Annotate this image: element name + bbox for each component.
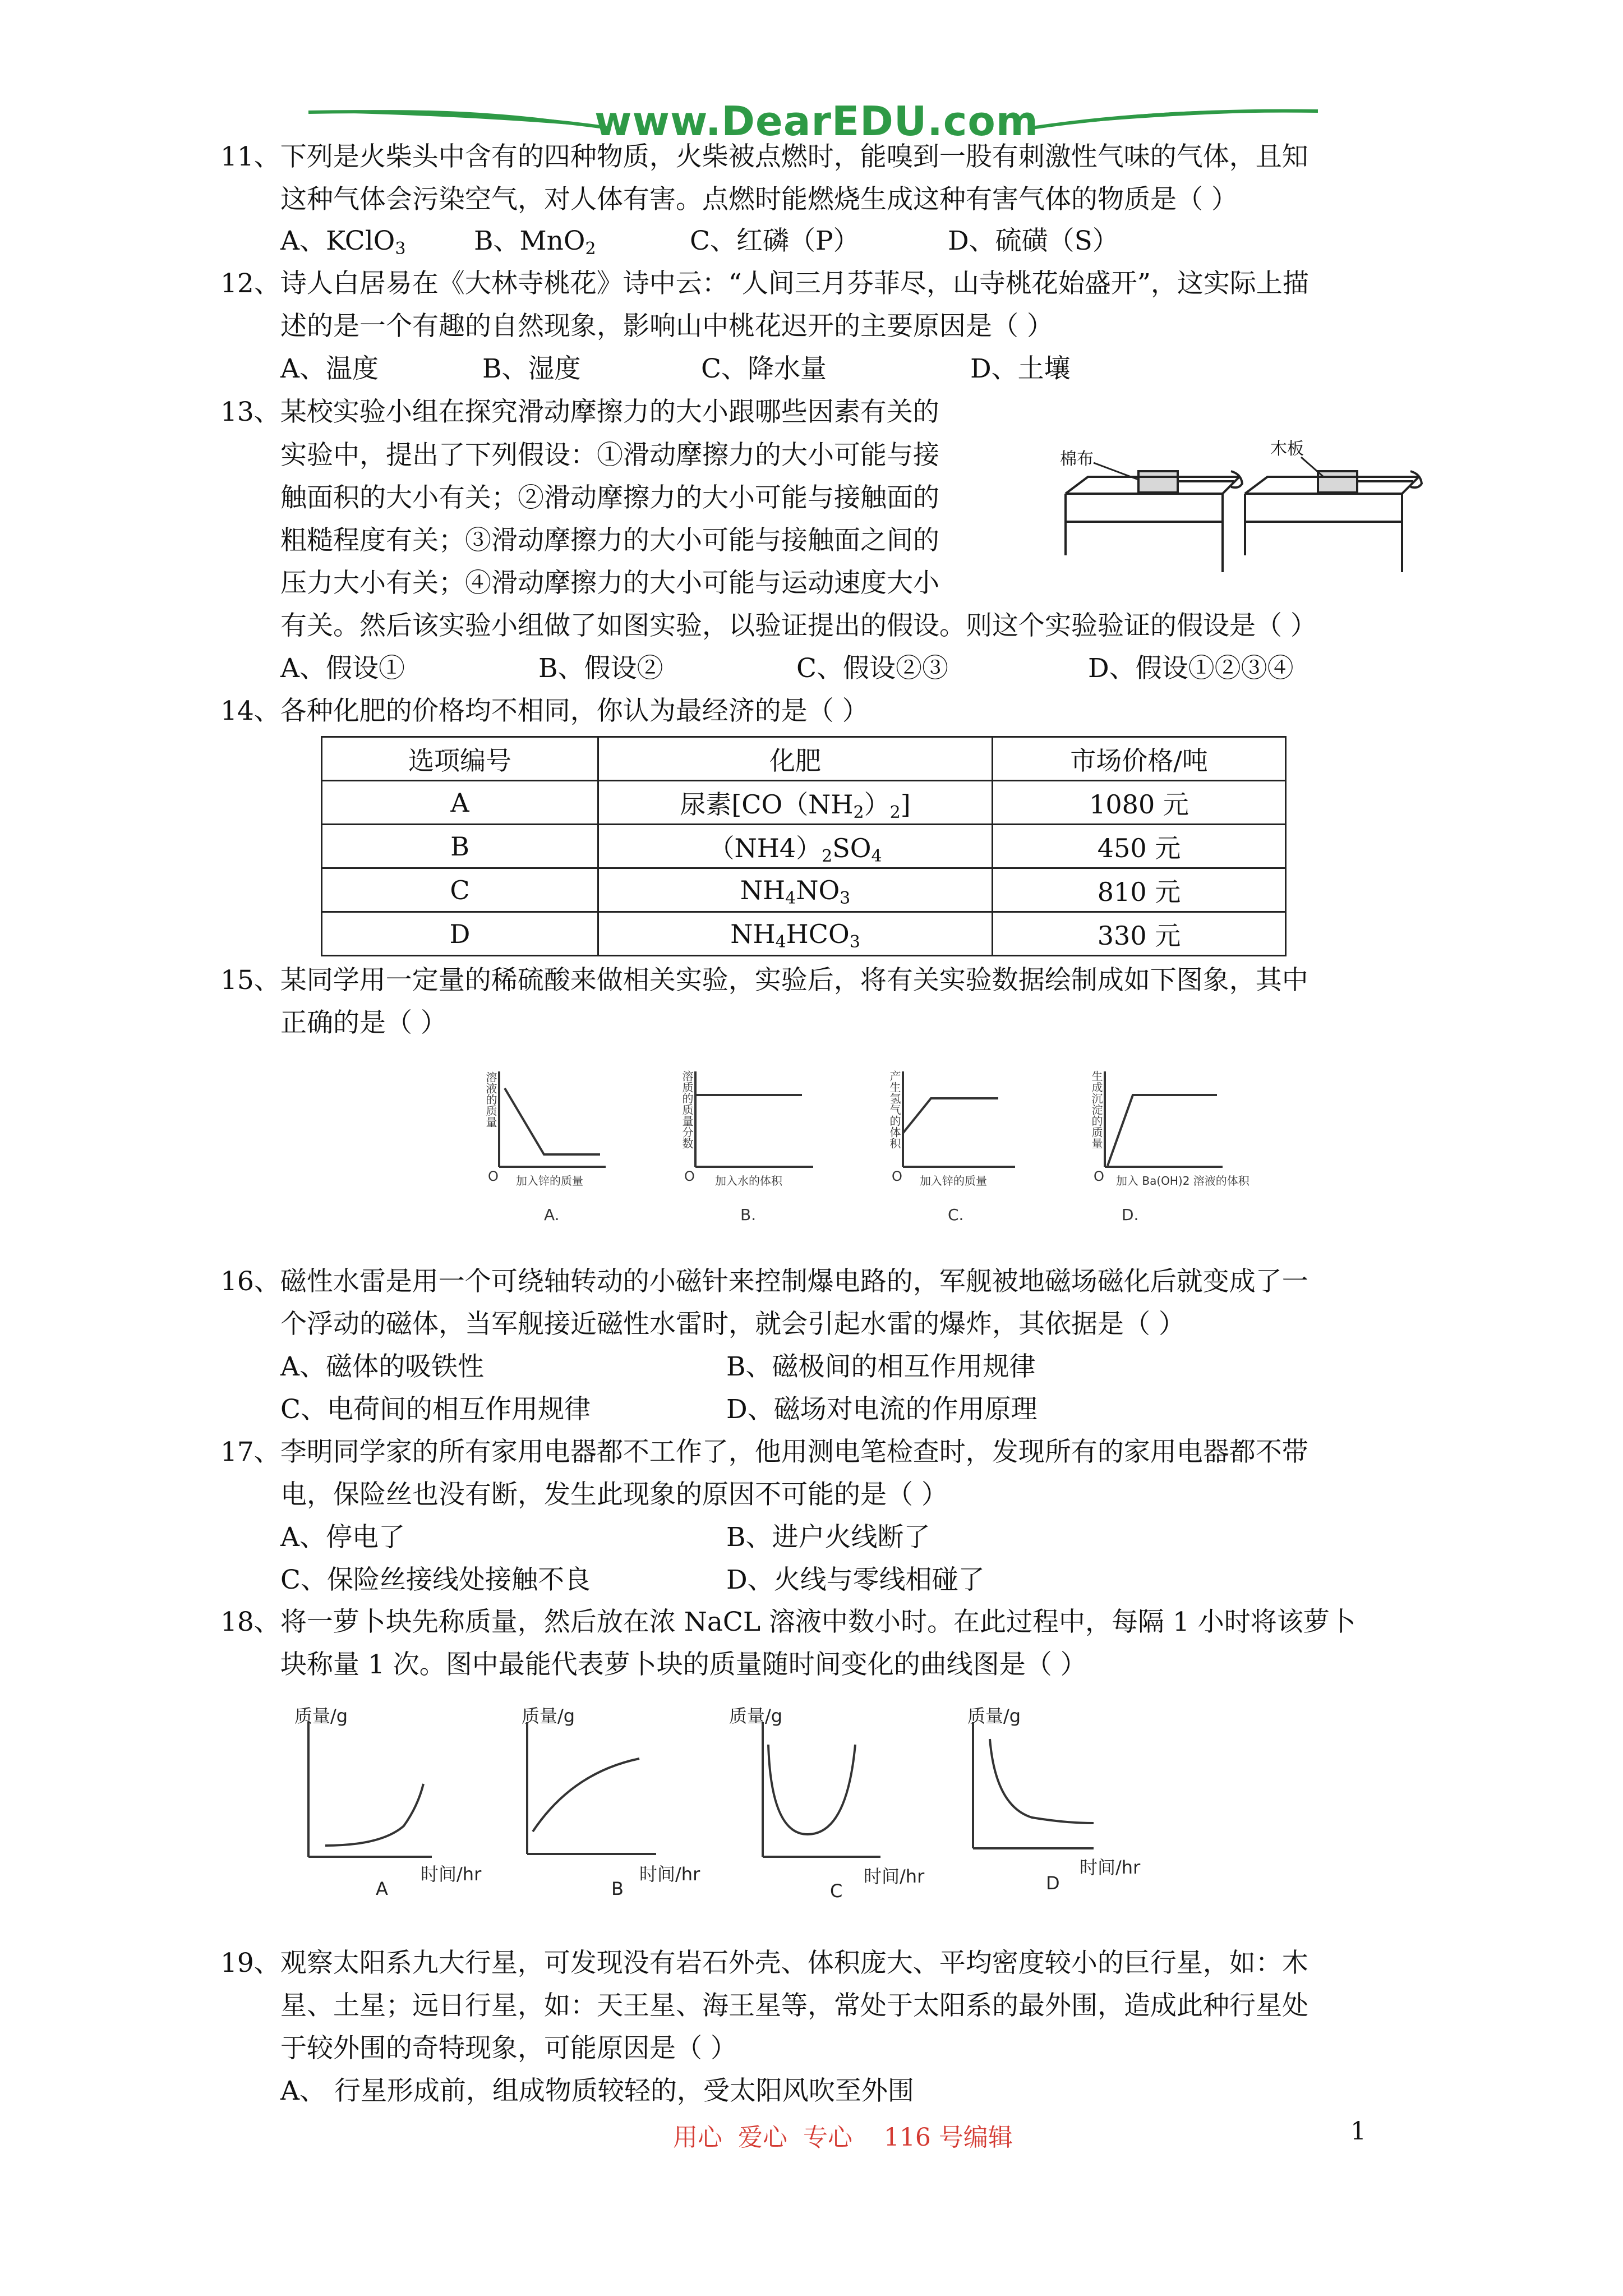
q18-graph-d-xlabel: 时间/hr xyxy=(1080,1857,1141,1878)
q18-graph-b-xlabel: 时间/hr xyxy=(639,1864,700,1885)
q12-options xyxy=(280,352,1391,386)
q18-graph-a-caption: A xyxy=(376,1878,388,1899)
q17-line2: 电，保险丝也没有断，发生此现象的原因不可能的是（ ） xyxy=(280,1479,948,1510)
page-number: 1 xyxy=(1350,2117,1366,2146)
page-footer: 用心 爱心 专心 116 号编辑 xyxy=(673,2123,1013,2152)
cell-price: 330 元 xyxy=(993,912,1286,956)
q12-line1: 12、诗人白居易在《大林寺桃花》诗中云：“人间三月芬菲尽，山寺桃花始盛开”，这实际上描 xyxy=(220,268,1309,299)
q13-option-d: D、假设①②③④ xyxy=(1088,653,1294,684)
q12-option-b: B、湿度 xyxy=(482,353,581,384)
q18-graph-c-xlabel: 时间/hr xyxy=(864,1866,925,1887)
q16-option-a: A、磁体的吸铁性 xyxy=(280,1351,484,1382)
q17-option-c: C、保险丝接线处接触不良 xyxy=(280,1565,591,1595)
q18-graph-d-caption: D xyxy=(1046,1872,1060,1894)
cell-option: A xyxy=(322,781,598,825)
q18-graph-a xyxy=(308,1722,432,1857)
q13-line5: 压力大小有关；④滑动摩擦力的大小可能与运动速度大小 xyxy=(280,568,939,599)
q18-graph-c-ylabel: 质量/g xyxy=(729,1705,783,1727)
q11-option-b: B、MnO$_2$ xyxy=(474,226,596,259)
q13-line4: 粗糙程度有关；③滑动摩擦力的大小可能与接触面之间的 xyxy=(280,525,939,556)
q13-friction-figure xyxy=(1054,432,1424,578)
q15-graphs xyxy=(460,1055,1256,1245)
q15-graph-c-origin: O xyxy=(892,1168,902,1184)
q18-graph-b xyxy=(527,1722,656,1854)
header-option: 选项编号 xyxy=(322,737,598,781)
q19-line3: 于较外围的奇特现象，可能原因是（ ） xyxy=(280,2033,737,2064)
header-swoosh-right xyxy=(1026,101,1324,146)
q17-options-row2 xyxy=(280,1563,1391,1597)
header-fertilizer: 化肥 xyxy=(598,737,993,781)
q18-graphs xyxy=(269,1705,1178,1907)
cell-fertilizer: $NH_4NO_3$ xyxy=(598,868,993,912)
q13-figure-wood-setup xyxy=(1245,471,1422,572)
q13-option-a: A、假设① xyxy=(280,653,405,684)
q15-graph-b-origin: O xyxy=(684,1168,695,1184)
table-row xyxy=(322,912,1286,956)
q15-graph-c-xlabel: 加入锌的质量 xyxy=(920,1174,987,1188)
q16-option-d: D、磁场对电流的作用原理 xyxy=(726,1394,1038,1425)
q11-options xyxy=(280,224,1391,258)
q15-graph-c xyxy=(903,1071,1015,1167)
q15-graph-d-ylabel: 生成沉淀的质量 xyxy=(1090,1070,1103,1149)
site-header xyxy=(303,98,1324,146)
cell-option: C xyxy=(322,868,598,912)
q16-option-c: C、电荷间的相互作用规律 xyxy=(280,1394,591,1425)
q13-line6: 有关。然后该实验小组做了如图实验，以验证提出的假设。则这个实验验证的假设是（ ） xyxy=(280,610,1317,641)
q18-graph-d-ylabel: 质量/g xyxy=(967,1705,1021,1727)
q11-option-c: C、红磷（P） xyxy=(690,226,860,256)
q13-options xyxy=(280,652,1391,685)
q17-line1: 17、李明同学家的所有家用电器都不工作了，他用测电笔检查时，发现所有的家用电器都不带 xyxy=(220,1437,1308,1467)
q13-line2: 实验中，提出了下列假设：①滑动摩擦力的大小可能与接 xyxy=(280,440,939,471)
table-header-row xyxy=(322,737,1286,781)
cell-option: D xyxy=(322,912,598,956)
q15-graph-d-caption: D. xyxy=(1122,1205,1139,1224)
q19-option-a: A、 行星形成前，组成物质较轻的，受太阳风吹至外围 xyxy=(280,2076,914,2106)
q15-graph-a-ylabel: 溶液的质量 xyxy=(484,1071,497,1128)
q15-graph-a-xlabel: 加入锌的质量 xyxy=(516,1174,583,1188)
q16-option-b: B、磁极间的相互作用规律 xyxy=(726,1351,1036,1382)
q16-options-row1 xyxy=(280,1350,1391,1384)
q18-line1: 18、将一萝卜块先称质量，然后放在浓 NaCL 溶液中数小时。在此过程中，每隔 1 小时将该萝卜 xyxy=(220,1607,1356,1637)
q18-graph-a-xlabel: 时间/hr xyxy=(421,1864,482,1885)
q13-line3: 触面积的大小有关；②滑动摩擦力的大小可能与接触面的 xyxy=(280,482,939,513)
table-row xyxy=(322,868,1286,912)
q12-option-a: A、温度 xyxy=(280,353,379,384)
q14-fertilizer-table xyxy=(321,736,1287,956)
q15-graph-d-origin: O xyxy=(1094,1168,1104,1184)
q18-graph-c xyxy=(763,1722,880,1857)
cell-option: B xyxy=(322,825,598,868)
q15-graph-b-ylabel: 溶质的质量分数 xyxy=(680,1070,694,1149)
q15-graph-b xyxy=(695,1071,813,1167)
cell-fertilizer: $NH_4HCO_3$ xyxy=(598,912,993,956)
q18-line2: 块称量 1 次。图中最能代表萝卜块的质量随时间变化的曲线图是（ ） xyxy=(280,1649,1087,1680)
cell-fertilizer: $(NH4)_2SO_4$ xyxy=(598,825,993,868)
q15-graph-b-xlabel: 加入水的体积 xyxy=(715,1174,782,1188)
q15-graph-a-origin: O xyxy=(488,1168,499,1184)
q17-option-d: D、火线与零线相碰了 xyxy=(726,1565,985,1595)
cell-fertilizer: 尿素$[CO(NH_2)_2]$ xyxy=(598,781,993,825)
q13-label-wood: 木板 xyxy=(1270,439,1304,459)
cell-price: 810 元 xyxy=(993,868,1286,912)
q13-figure-cloth-setup xyxy=(1066,471,1242,572)
q15-graph-d xyxy=(1105,1071,1223,1167)
q15-graph-b-caption: B. xyxy=(740,1205,757,1224)
q12-option-d: D、土壤 xyxy=(970,353,1071,384)
q13-option-b: B、假设② xyxy=(538,653,663,684)
q13-label-pointer-right xyxy=(1301,457,1324,477)
q13-label-cloth: 棉布 xyxy=(1060,449,1094,469)
q15-graph-c-caption: C. xyxy=(948,1205,964,1224)
q15-graph-a xyxy=(499,1071,606,1167)
q11-option-a: A、KClO$_3$ xyxy=(280,226,406,259)
q15-graph-d-xlabel: 加入 Ba(OH)2 溶液的体积 xyxy=(1116,1174,1249,1188)
header-price: 市场价格/吨 xyxy=(993,737,1286,781)
q18-graph-d xyxy=(973,1722,1094,1848)
q17-options-row1 xyxy=(280,1521,1391,1554)
q16-line2: 个浮动的磁体，当军舰接近磁性水雷时，就会引起水雷的爆炸，其依据是（ ） xyxy=(280,1309,1185,1340)
q16-options-row2 xyxy=(280,1393,1391,1427)
q13-option-c: C、假设②③ xyxy=(796,653,948,684)
q17-option-a: A、停电了 xyxy=(280,1522,405,1553)
q19-line1: 19、观察太阳系九大行星，可发现没有岩石外壳、体积庞大、平均密度较小的巨行星，如：木 xyxy=(220,1948,1308,1978)
q15-graph-a-caption: A. xyxy=(544,1205,560,1224)
q18-graph-b-ylabel: 质量/g xyxy=(522,1705,575,1727)
q15-graph-c-ylabel: 产生氢气的体积 xyxy=(888,1070,901,1149)
q12-line2: 述的是一个有趣的自然现象，影响山中桃花迟开的主要原因是（ ） xyxy=(280,311,1053,342)
q12-option-c: C、降水量 xyxy=(701,353,827,384)
q15-line1: 15、某同学用一定量的稀硫酸来做相关实验，实验后，将有关实验数据绘制成如下图象，其中 xyxy=(220,965,1308,996)
q18-graph-b-caption: B xyxy=(611,1878,624,1899)
table-row xyxy=(322,825,1286,868)
cell-price: 1080 元 xyxy=(993,781,1286,825)
cell-price: 450 元 xyxy=(993,825,1286,868)
q19-line2: 星、土星；远日行星，如：天王星、海王星等，常处于太阳系的最外围，造成此种行星处 xyxy=(280,1990,1308,2021)
q15-line2: 正确的是（ ） xyxy=(280,1007,447,1038)
table-row xyxy=(322,781,1286,825)
header-swoosh-left xyxy=(303,101,617,146)
q18-graph-a-ylabel: 质量/g xyxy=(294,1705,348,1727)
q11-line2: 这种气体会污染空气，对人体有害。点燃时能燃烧生成这种有害气体的物质是（ ） xyxy=(280,184,1238,215)
q11-line1: 11、下列是火柴头中含有的四种物质，火柴被点燃时，能嗅到一股有刺激性气味的气体，且知 xyxy=(220,141,1308,172)
q11-option-d: D、硫磺（S） xyxy=(948,226,1119,256)
site-logo-text: www.DearEDU.com xyxy=(594,98,1039,145)
q17-option-b: B、进户火线断了 xyxy=(726,1522,930,1553)
q13-line1: 13、某校实验小组在探究滑动摩擦力的大小跟哪些因素有关的 xyxy=(220,397,939,427)
q14-line1: 14、各种化肥的价格均不相同，你认为最经济的是（ ） xyxy=(220,696,869,726)
q18-graph-c-caption: C xyxy=(830,1880,843,1902)
q16-line1: 16、磁性水雷是用一个可绕轴转动的小磁针来控制爆电路的，军舰被地磁场磁化后就变成了一 xyxy=(220,1266,1308,1297)
